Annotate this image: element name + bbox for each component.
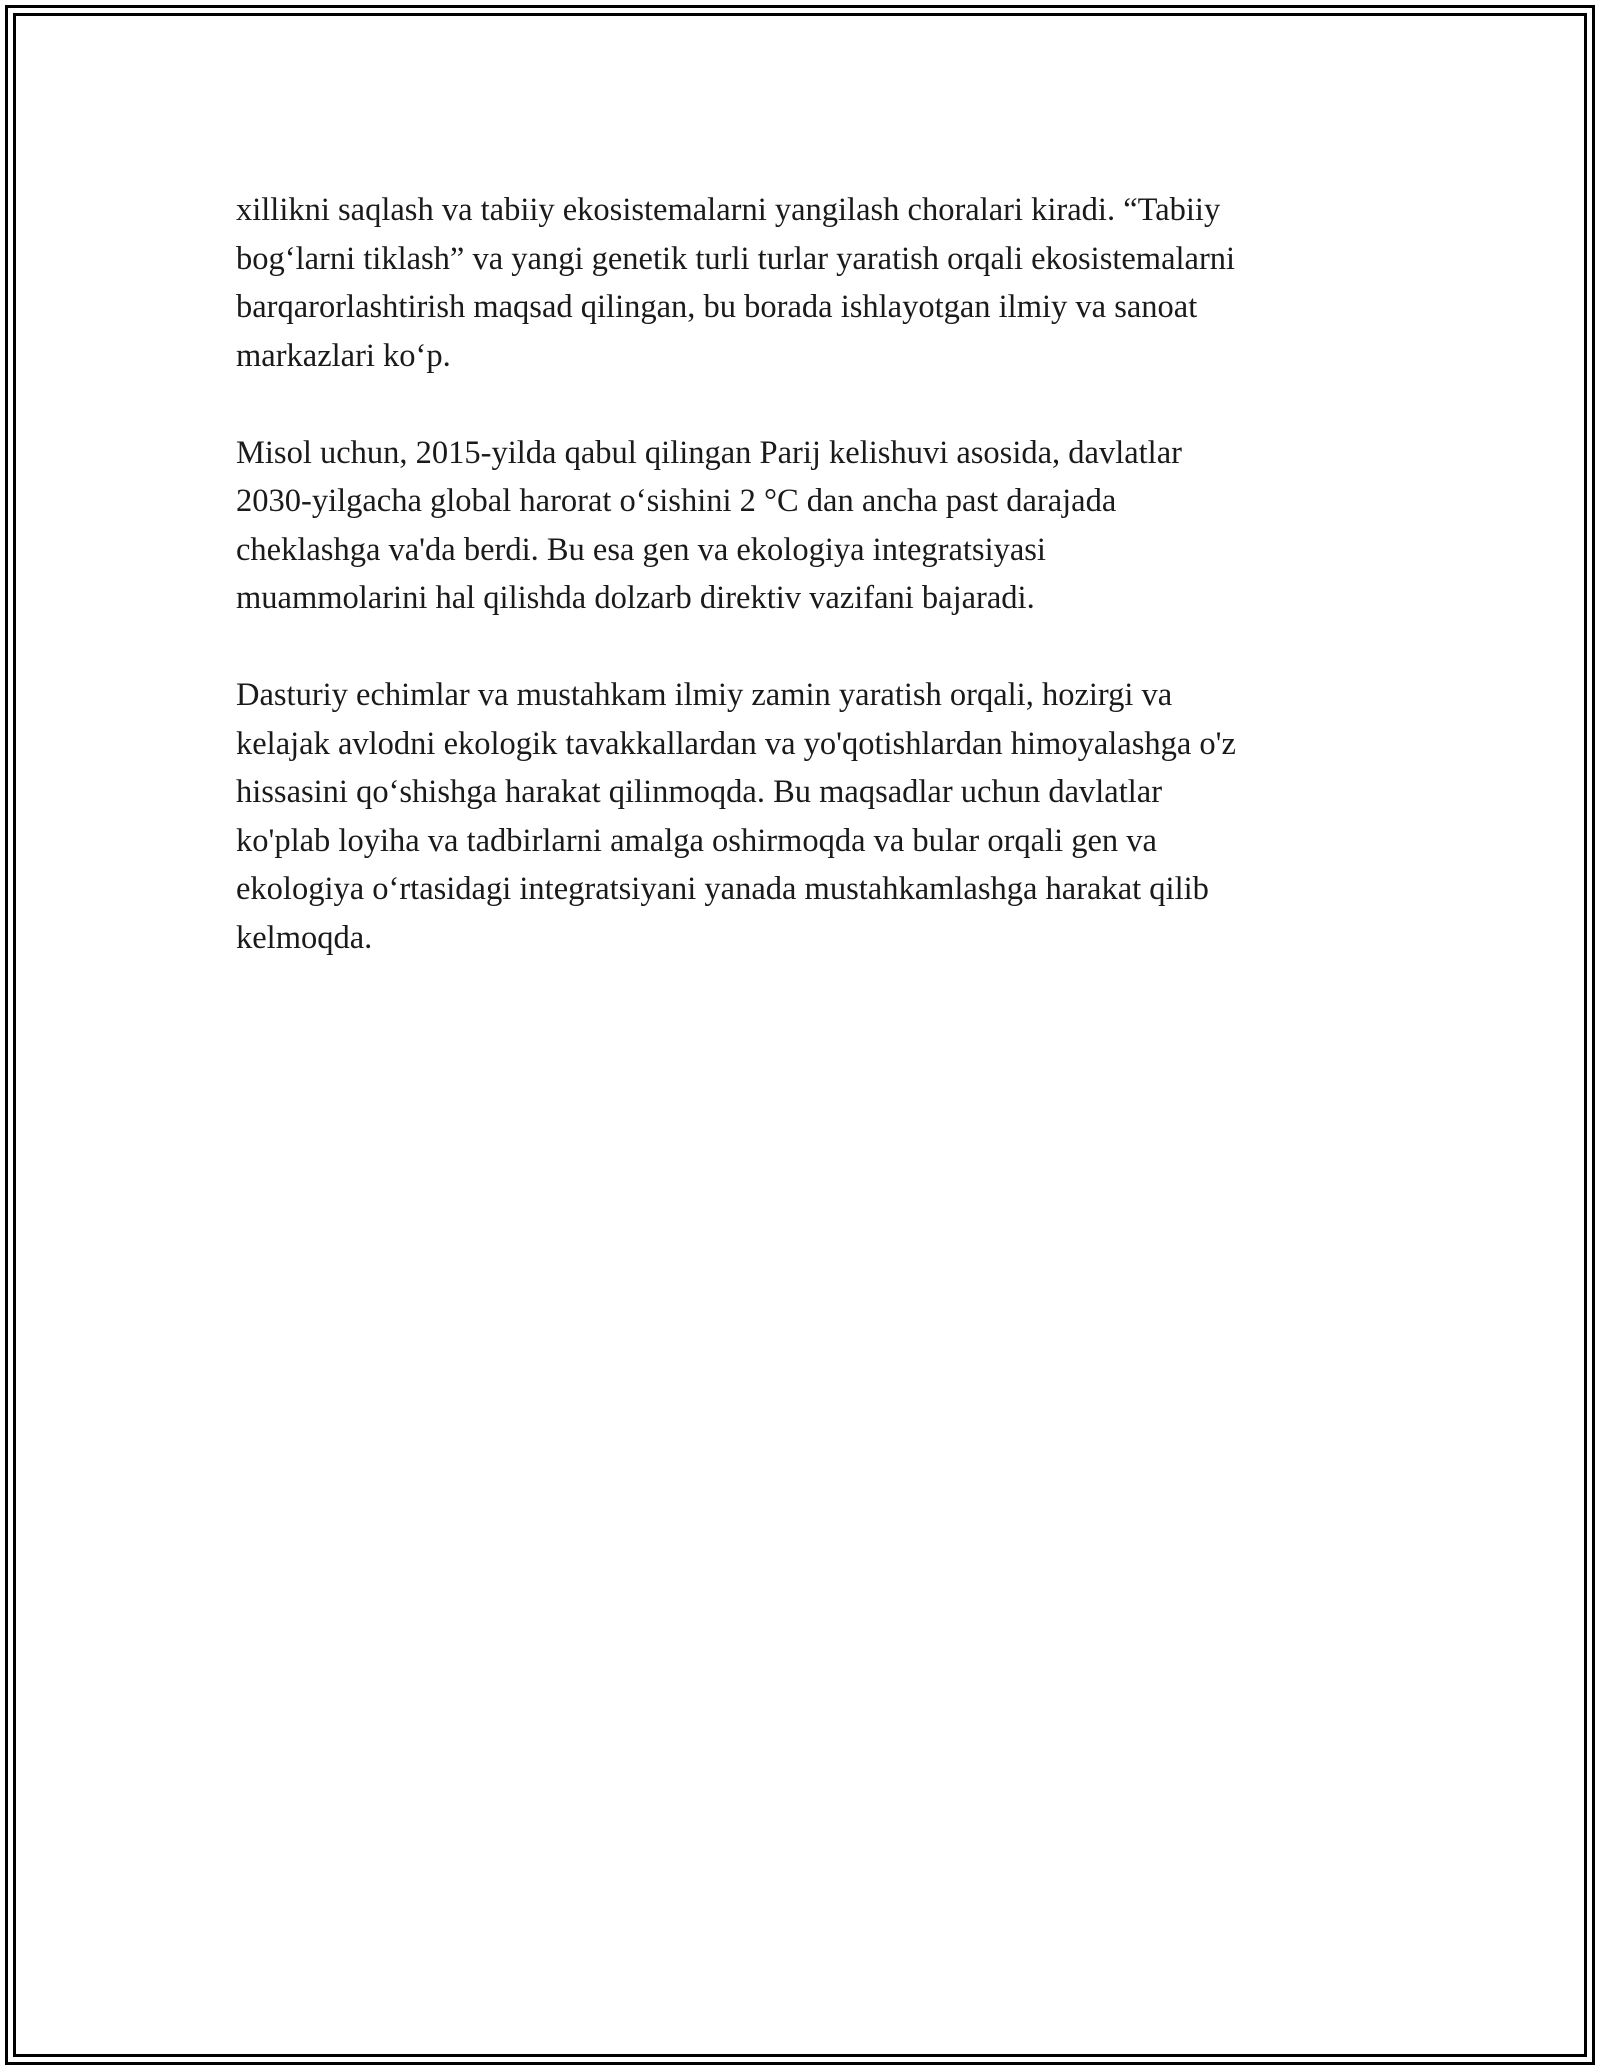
text-line: kelajak avlodni ekologik tavakkallardan va yo'qotishlardan himoyalashga o'z <box>236 725 1236 762</box>
text-line: kelmoqda. <box>236 919 373 956</box>
text-line: cheklashga va'da berdi. Bu esa gen va ekologiya integratsiyasi <box>236 531 1046 568</box>
paragraph-paris-agreement <box>236 429 1376 623</box>
paragraph-biodiversity <box>236 186 1376 380</box>
text-line: 2030-yilgacha global harorat o‘sishini 2 °C dan ancha past darajada <box>236 483 1117 519</box>
document-body <box>236 186 1376 1011</box>
text-line: hissasini qo‘shishga harakat qilinmoqda. Bu maqsadlar uchun davlatlar <box>236 774 1163 810</box>
text-line: xillikni saqlash va tabiiy ekosistemalarni yangilash choralari kiradi. “Tabiiy <box>236 192 1221 228</box>
text-line: Misol uchun, 2015-yilda qabul qilingan Parij kelishuvi asosida, davlatlar <box>236 434 1182 471</box>
text-line: bog‘larni tiklash” va yangi genetik turli turlar yaratish orqali ekosistemalarni <box>236 240 1236 277</box>
text-line: barqarorlashtirish maqsad qilingan, bu borada ishlayotgan ilmiy va sanoat <box>236 289 1198 325</box>
text-line: ekologiya o‘rtasidagi integratsiyani yanada mustahkamlashga harakat qilib <box>236 871 1209 907</box>
paragraph-software-solutions <box>236 671 1376 962</box>
text-line: muammolarini hal qilishda dolzarb direktiv vazifani bajaradi. <box>236 580 1035 616</box>
text-line: ko'plab loyiha va tadbirlarni amalga oshirmoqda va bular orqali gen va <box>236 822 1157 859</box>
text-line: markazlari ko‘p. <box>236 337 451 374</box>
text-line: Dasturiy echimlar va mustahkam ilmiy zamin yaratish orqali, hozirgi va <box>236 677 1173 713</box>
